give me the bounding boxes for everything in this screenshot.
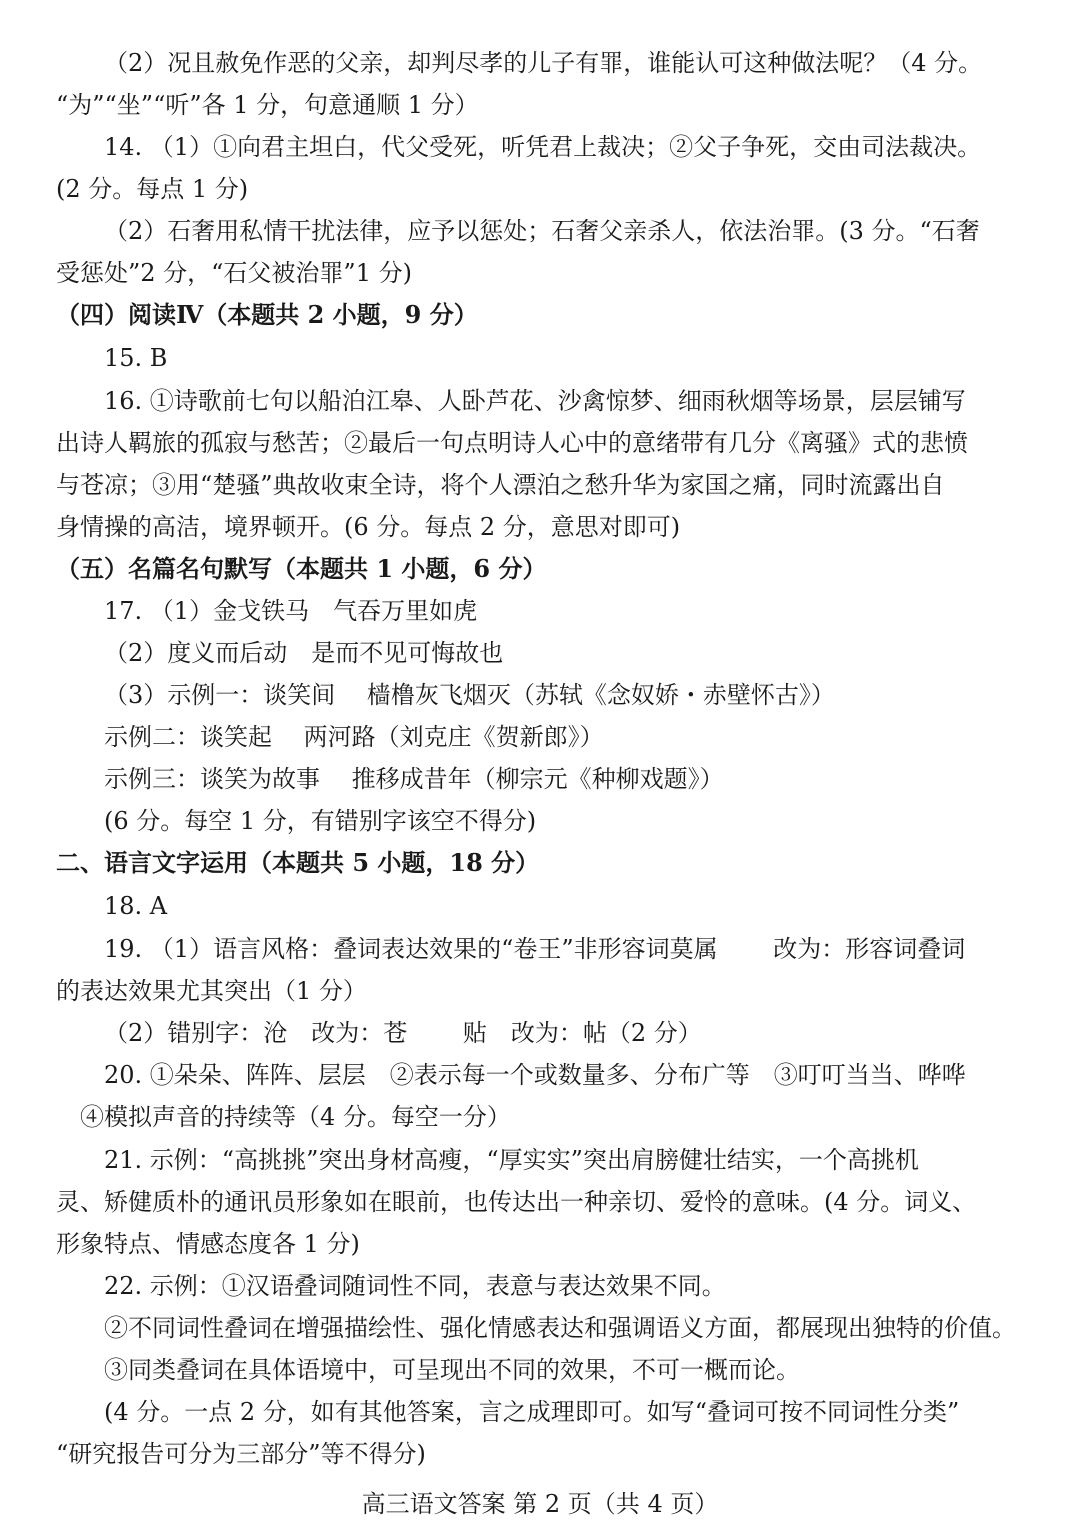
answer-16-line-3: 与苍凉；③用“楚骚”典故收束全诗，将个人漂泊之愁升华为家国之痛，同时流露出自 <box>56 471 945 499</box>
answer-16-line-1: 16. ①诗歌前七句以船泊江皋、人卧芦花、沙禽惊梦、细雨秋烟等场景，层层铺写 <box>104 387 966 415</box>
answer-21-line-2: 灵、矫健质朴的通讯员形象如在眼前，也传达出一种亲切、爱怜的意味。(4 分。词义、 <box>56 1188 977 1216</box>
page-footer: 高三语文答案 第 2 页（共 4 页） <box>361 1490 719 1518</box>
section-heading-language-use: 二、语言文字运用（本题共 5 小题，18 分） <box>56 848 540 877</box>
answer-17-3-example-1: （3）示例一：谈笑间 樯橹灰飞烟灭（苏轼《念奴娇・赤壁怀古》） <box>104 681 835 709</box>
answer-13-2-line-1: （2）况且赦免作恶的父亲，却判尽孝的儿子有罪，谁能认可这种做法呢？（4 分。 <box>104 49 983 77</box>
answer-17-3-example-2: 示例二：谈笑起 两河路（刘克庄《贺新郎》） <box>104 723 604 751</box>
answer-16-line-4: 身情操的高洁，境界顿开。(6 分。每点 2 分，意思对即可) <box>56 513 681 541</box>
answer-22-point-2: ②不同词性叠词在增强描绘性、强化情感表达和强调语义方面，都展现出独特的价值。 <box>104 1314 1016 1342</box>
answer-14-2-line-2: 受惩处”2 分，“石父被治罪”1 分) <box>56 259 412 287</box>
answer-13-2-line-2: “为”“坐”“听”各 1 分，句意通顺 1 分） <box>56 91 479 119</box>
answer-19-1-line-2: 的表达效果尤其突出（1 分） <box>56 977 367 1005</box>
answer-19-2: （2）错别字：沧 改为：苍 贴 改为：帖（2 分） <box>104 1019 702 1047</box>
answer-17-2: （2）度义而后动 是而不见可悔故也 <box>104 639 504 667</box>
answer-16-line-2: 出诗人羁旅的孤寂与愁苦；②最后一句点明诗人心中的意绪带有几分《离骚》式的悲愤 <box>56 429 968 457</box>
answer-20-line-2: ④模拟声音的持续等（4 分。每空一分） <box>80 1103 511 1131</box>
answer-20-line-1: 20. ①朵朵、阵阵、层层 ②表示每一个或数量多、分布广等 ③叮叮当当、哗哗 <box>104 1061 966 1089</box>
answer-22-scoring-line-2: “研究报告可分为三部分”等不得分) <box>56 1440 426 1468</box>
answer-14-2-line-1: （2）石奢用私情干扰法律，应予以惩处；石奢父亲杀人，依法治罪。(3 分。“石奢 <box>104 217 980 245</box>
answer-22-point-3: ③同类叠词在具体语境中，可呈现出不同的效果，不可一概而论。 <box>104 1356 800 1384</box>
answer-15: 15. B <box>104 344 168 372</box>
section-heading-recitation: （五）名篇名句默写（本题共 1 小题，6 分） <box>56 554 547 583</box>
answer-18: 18. A <box>104 892 168 920</box>
answer-22-scoring-line-1: (4 分。一点 2 分，如有其他答案，言之成理即可。如写“叠词可按不同词性分类” <box>104 1398 960 1426</box>
answer-17-3-example-3: 示例三：谈笑为故事 推移成昔年（柳宗元《种柳戏题》） <box>104 765 724 793</box>
answer-19-1-line-1: 19. （1）语言风格：叠词表达效果的“卷王”非形容词莫属 改为：形容词叠词 <box>104 935 966 963</box>
answer-21-line-3: 形象特点、情感态度各 1 分) <box>56 1230 360 1258</box>
answer-21-line-1: 21. 示例：“高挑挑”突出身材高瘦，“厚实实”突出肩膀健壮结实，一个高挑机 <box>104 1146 919 1174</box>
section-heading-reading-4: （四）阅读Ⅳ（本题共 2 小题，9 分） <box>56 300 478 329</box>
answer-14-1-line-2: (2 分。每点 1 分) <box>56 175 249 203</box>
answer-17-1: 17. （1）金戈铁马 气吞万里如虎 <box>104 597 478 625</box>
answer-22-point-1: 22. 示例：①汉语叠词随词性不同，表意与表达效果不同。 <box>104 1272 726 1300</box>
answer-14-1-line-1: 14. （1）①向君主坦白，代父受死，听凭君上裁决；②父子争死，交由司法裁决。 <box>104 133 982 161</box>
answer-17-scoring: (6 分。每空 1 分，有错别字该空不得分) <box>104 807 537 835</box>
